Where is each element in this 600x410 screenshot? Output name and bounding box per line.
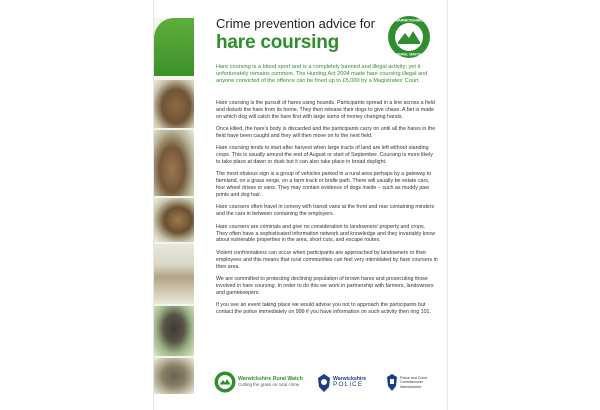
rural-watch-badge-icon [214, 371, 236, 393]
police-line1: Warwickshire [333, 376, 367, 382]
paragraph: Violent confrontations can occur when participants are approached by landowners or their employees and this means that rural communities can feel very intimidated by hare coursers in their area. [216, 249, 438, 270]
field-photo [154, 244, 194, 304]
police-line2: POLICE [333, 381, 364, 389]
police-crest-icon [317, 374, 331, 392]
paragraph: We are committed to protecting declining population of brown hares and prosecuting those involved in hare coursing. In order to do this we work in partnership with farmers, landowners and gamekeepers. [216, 275, 434, 296]
paragraph: Hare coursers often travel in convoy with transit vans at the front and rear containing minders and the cars in between containing the employers. [216, 204, 435, 218]
logo-bottom-text: RURAL WATCH [396, 52, 422, 57]
green-header-band [154, 18, 194, 76]
paragraph: The most obvious sign is a group of vehicles parked in a rural area perhaps by a gateway to farmland, on a grass verge, on a farm track or bridle path. There will usually be estate cars, four wheel drives or vans. They may contain evidence of dogs inside – such as muddy paw prints and dog hair. [216, 171, 432, 199]
page-title: hare coursing [216, 32, 340, 53]
logo-top-text: WARWICKSHIRE [395, 18, 423, 23]
paragraph: Hare coursing is the pursuit of hares using hounds. Participants spread in a line across a field and disturb the hare from its home. They then release their dogs to give chase. A bet is made on which dog will catch the hare first with large sums of money changing hands. [216, 100, 435, 120]
hound-photo [154, 198, 194, 242]
paragraph: Hare coursers are criminals and give no consideration to landowners' property and crops. They often have a sophisticated information network and knowledge and they invariably know about vulnerable properties in the area, short cuts, and escape routes. [216, 223, 436, 244]
pcc-label: Police and Crime Commissioner Warwickshire [400, 376, 428, 389]
hound-photo-2 [154, 358, 194, 394]
rural-watch-tagline: Cutting the grass on rural crime [238, 382, 300, 387]
paragraph: Hare coursing tends to start after harvest when large tracts of land are left without standing crops. This is usually around the end of August or start of September. Coursing is more likely to take place at dawn or dusk but it can also take place in broad daylight. [216, 145, 433, 166]
pcc-crest-icon [386, 374, 398, 392]
advice-leaflet [153, 0, 448, 410]
rural-watch-label [238, 376, 303, 388]
photo-strip [154, 18, 194, 394]
hare-photo [154, 80, 194, 128]
police-label [333, 376, 366, 389]
paragraph: Once killed, the hare's body is discarded and the participants carry on until all the hares in the field have been caught and they will then move on to the next field. [216, 126, 436, 140]
hare-photo-2 [154, 130, 194, 196]
intro-text: Hare coursing is a blood sport and is a completely banned and illegal activity; yet it unfortunately remains common. The Hunting Act 2004 made hare coursing illegal and anyone convicted of the offence can be fined up to £5,000 by a Magistrates' Court. [216, 64, 428, 85]
page-title-line1: Crime prevention advice for [216, 16, 375, 31]
rural-watch-logo [387, 15, 431, 59]
body-text [216, 100, 438, 321]
rural-watch-title: Warwickshire Rural Watch [238, 376, 303, 382]
dog-photo [154, 306, 194, 356]
footer-logos [214, 368, 444, 398]
paragraph: If you see an event taking place we would advise you not to approach the participants but contact the police immediately on 999 if you have information on such activity then ring 101. [216, 301, 431, 315]
